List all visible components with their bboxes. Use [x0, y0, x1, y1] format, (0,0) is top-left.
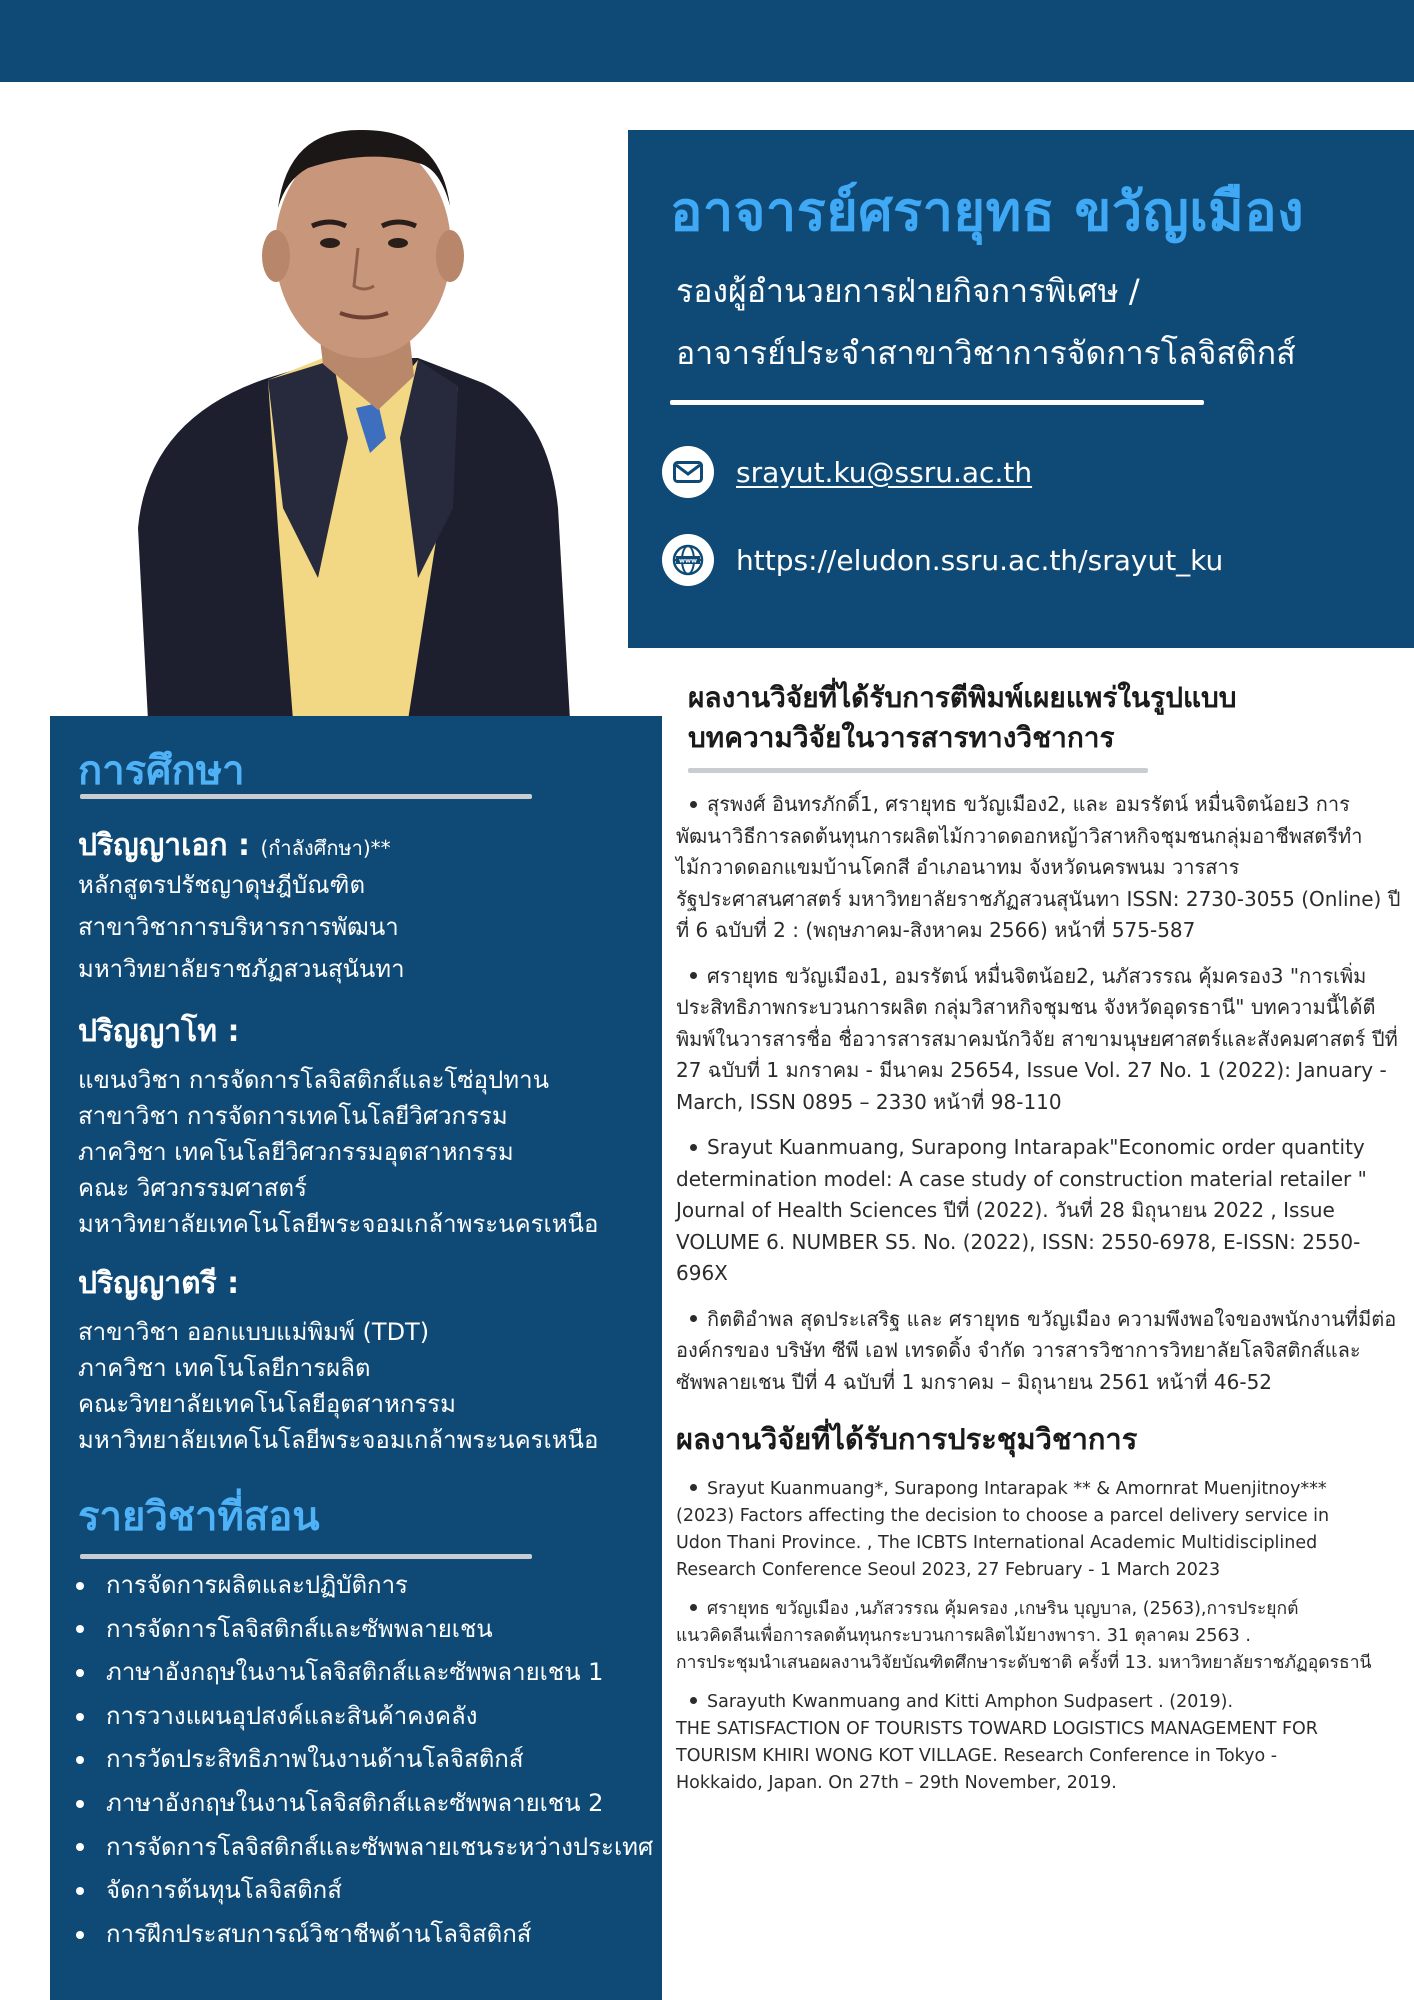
courses-divider	[80, 1554, 532, 1559]
masters-heading: ปริญญาโท :	[78, 1014, 240, 1049]
website-contact	[662, 534, 1223, 586]
masters-line: คณะ วิศวกรรมศาสตร์	[78, 1174, 307, 1202]
journal-item-text: สุรพงศ์ อินทรภักดิ์1, ศรายุทธ ขวัญเมือง2, และ อมรรัตน์ หมื่นจิตน้อย3 การพัฒนาวิธีการลดต้นทุนการผลิตไม้กวาดดอกหญ้าวิสาหกิจชุมชนกลุ่มอาชีพสตรีทำไม้กวาดดอกแขมบ้านโคกสี อำเภอนาทม จังหวัดนครพนม วารสารรัฐประศาสนศาสตร์ มหาวิทยาลัยราชภัฏสวนสุนันทา ISSN: 2730-3055 (Online) ปีที่ 6 ฉบับที่ 2 : (พฤษภาคม-สิงหาคม 2566) หน้าที่ 575-587	[676, 792, 1401, 942]
course-item: การจัดการโลจิสติกส์และซัพพลายเชนระหว่างประเทศ	[76, 1826, 653, 1870]
conference-item	[676, 1476, 1402, 1584]
left-column	[50, 716, 662, 2000]
email-link[interactable]: srayut.ku@ssru.ac.th	[736, 455, 1033, 489]
bachelor-heading: ปริญญาตรี :	[78, 1266, 240, 1301]
doctoral-note: (กำลังศึกษา)**	[260, 836, 391, 860]
conference-item-text: Srayut Kuanmuang*, Surapong Intarapak ** & Amornrat Muenjitnoy*** (2023) Factors affecting the decision to choose a parcel delivery service in Udon Thani Province. , The ICBTS International Academic Multidisciplined Research Conference Seoul 2023, 27 February - 1 March 2023	[676, 1479, 1330, 1580]
course-list	[76, 1564, 653, 1956]
masters-line: ภาควิชา เทคโนโลยีวิศวกรรมอุตสาหกรรม	[78, 1138, 514, 1166]
course-item: ภาษาอังกฤษในงานโลจิสติกส์และซัพพลายเชน 2	[76, 1782, 653, 1826]
doctoral-heading-label: ปริญญาเอก :	[78, 828, 251, 863]
position-line-2: อาจารย์ประจำสาขาวิชาการจัดการโลจิสติกส์	[676, 334, 1296, 372]
journal-divider	[688, 768, 1148, 773]
education-divider	[80, 794, 532, 799]
website-link[interactable]: https://eludon.ssru.ac.th/srayut_ku	[736, 543, 1224, 577]
position-line-1: รองผู้อำนวยการฝ่ายกิจการพิเศษ /	[676, 272, 1140, 310]
envelope-icon	[662, 446, 714, 498]
education-title: การศึกษา	[78, 748, 245, 794]
course-item: การวัดประสิทธิภาพในงานด้านโลจิสติกส์	[76, 1738, 653, 1782]
email-contact	[662, 446, 1032, 498]
course-item: การวางแผนอุปสงค์และสินค้าคงคลัง	[76, 1695, 653, 1739]
doctoral-line: สาขาวิชาการบริหารการพัฒนา	[78, 913, 399, 941]
journal-title-line-2: บทความวิจัยในวารสารทางวิชาการ	[688, 721, 1115, 754]
doctoral-heading	[78, 822, 391, 869]
publications-column	[676, 678, 1402, 1809]
journal-item	[676, 789, 1402, 947]
course-item: จัดการต้นทุนโลจิสติกส์	[76, 1869, 653, 1913]
doctoral-details	[78, 864, 405, 990]
header-card	[628, 130, 1414, 648]
masters-line: แขนงวิชา การจัดการโลจิสติกส์และโซ่อุปทาน	[78, 1066, 549, 1094]
profile-name: อาจารย์ศรายุทธ ขวัญเมือง	[670, 180, 1305, 243]
conference-title: ผลงานวิจัยที่ได้รับการประชุมวิชาการ	[676, 1422, 1138, 1456]
conference-item	[676, 1689, 1402, 1797]
profile-photo	[118, 108, 578, 720]
journal-item	[676, 961, 1402, 1119]
journal-item	[676, 1132, 1402, 1290]
header-divider	[670, 400, 1204, 405]
conference-item	[676, 1596, 1402, 1677]
course-item: การจัดการโลจิสติกส์และซัพพลายเชน	[76, 1608, 653, 1652]
bachelor-line: สาขาวิชา ออกแบบแม่พิมพ์ (TDT)	[78, 1318, 430, 1346]
conference-item-text: Sarayuth Kwanmuang and Kitti Amphon Sudpasert . (2019). THE SATISFACTION OF TOURISTS TOWARD LOGISTICS MANAGEMENT FOR TOURISM KHIRI WONG KOT VILLAGE. Research Conference in Tokyo - Hokkaido, Japan. On 27th – 29th November, 2019.	[676, 1692, 1318, 1793]
doctoral-line: หลักสูตรปรัชญาดุษฎีบัณฑิต	[78, 871, 366, 899]
masters-line: สาขาวิชา การจัดการเทคโนโลยีวิศวกรรม	[78, 1102, 508, 1130]
bachelor-line: คณะวิทยาลัยเทคโนโลยีอุตสาหกรรม	[78, 1390, 456, 1418]
top-banner	[0, 0, 1414, 82]
bachelor-details	[78, 1314, 598, 1458]
profile-position	[676, 260, 1296, 384]
course-item: การฝึกประสบการณ์วิชาชีพด้านโลจิสติกส์	[76, 1913, 653, 1957]
journal-item-text: ศรายุทธ ขวัญเมือง1, อมรรัตน์ หมื่นจิตน้อย2, นภัสวรรณ คุ้มครอง3 "การเพิ่มประสิทธิภาพกระบวนการผลิต กลุ่มวิสาหกิจชุมชน จังหวัดอุดรธานี" บทความนี้ได้ตีพิมพ์ในวารสารชื่อ ชื่อวารสารสมาคมนักวิจัย สาขามนุษยศาสตร์และสังคมศาสตร์ ปีที่ 27 ฉบับที่ 1 มกราคม - มีนาคม 25654, Issue Vol. 27 No. 1 (2022): January - March, ISSN 0895 – 2330 หน้าที่ 98-110	[676, 963, 1398, 1114]
journal-item-text: Srayut Kuanmuang, Surapong Intarapak"Economic order quantity determination model: A case study of construction material retailer " Journal of Health Sciences ปีที่ (2022). วันที่ 28 มิถุนายน 2022 , Issue VOLUME 6. NUMBER S5. No. (2022), ISSN: 2550-6978, E-ISSN: 2550-696X	[676, 1135, 1367, 1285]
svg-text:www: www	[678, 556, 698, 565]
journal-item-text: กิตติอำพล สุดประเสริฐ และ ศรายุทธ ขวัญเมือง ความพึงพอใจของพนักงานที่มีต่อองค์กรของ บริษัท ซีพี เอฟ เทรดดิ้ง จำกัด วารสารวิชาการวิทยาลัยโลจิสติกส์และซัพพลายเชน ปีที่ 4 ฉบับที่ 1 มกราคม – มิถุนายน 2561 หน้าที่ 46-52	[676, 1306, 1397, 1394]
masters-details	[78, 1062, 598, 1242]
course-item: ภาษาอังกฤษในงานโลจิสติกส์และซัพพลายเชน 1	[76, 1651, 653, 1695]
conference-item-text: ศรายุทธ ขวัญเมือง ,นภัสวรรณ คุ้มครอง ,เกษริน บุญบาล, (2563),การประยุกต์ แนวคิดลีนเพื่อการลดต้นทุนกระบวนการผลิตไม้ยางพารา. 31 ตุลาคม 2563 . การประชุมนำเสนอผลงานวิจัยบัณฑิตศึกษาระดับชาติ ครั้งที่ 13. มหาวิทยาลัยราชภัฏอุดรธานี	[676, 1599, 1372, 1673]
globe-www-icon	[662, 534, 714, 586]
journal-item	[676, 1304, 1402, 1399]
bachelor-line: มหาวิทยาลัยเทคโนโลยีพระจอมเกล้าพระนครเหนือ	[78, 1426, 599, 1454]
doctoral-line: มหาวิทยาลัยราชภัฏสวนสุนันทา	[78, 955, 405, 983]
course-item: การจัดการผลิตและปฏิบัติการ	[76, 1564, 653, 1608]
bachelor-line: ภาควิชา เทคโนโลยีการผลิต	[78, 1354, 371, 1382]
masters-line: มหาวิทยาลัยเทคโนโลยีพระจอมเกล้าพระนครเหนือ	[78, 1210, 599, 1238]
journal-title-line-1: ผลงานวิจัยที่ได้รับการตีพิมพ์เผยแพร่ในรูปแบบ	[688, 681, 1237, 714]
courses-title: รายวิชาที่สอน	[78, 1494, 320, 1540]
journal-title	[676, 678, 1402, 758]
